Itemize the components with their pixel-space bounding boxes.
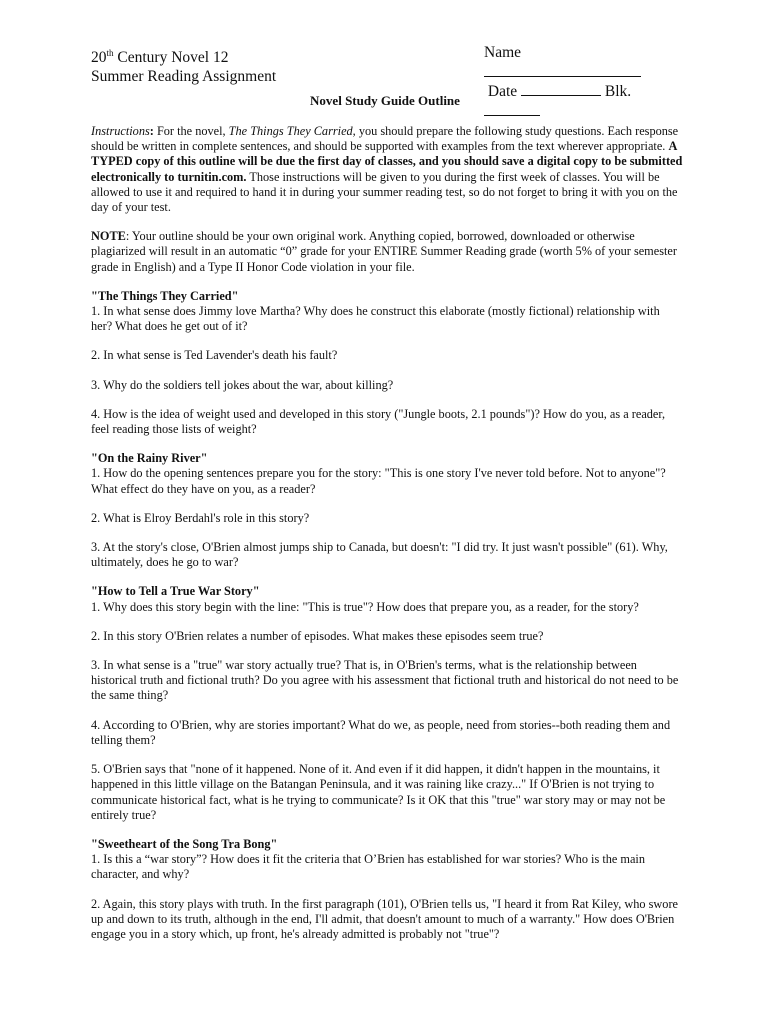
header-student-info	[484, 44, 679, 121]
question: 1. In what sense does Jimmy love Martha? Why does he construct this elaborate (mostly fictional) relationship with her? What does he get out of it?	[91, 304, 660, 334]
note-paragraph	[91, 229, 683, 275]
question: 2. What is Elroy Berdahl's role in this story?	[91, 510, 310, 525]
question: 3. Why do the soldiers tell jokes about the war, about killing?	[91, 377, 394, 392]
name-blank[interactable]	[484, 63, 641, 77]
instructions-text-2: you should prepare the following study questions. Each response should be written in complete sentences, and should be supported with examples from the text wherever appropriate.	[91, 124, 679, 154]
instructions-colon: :	[149, 124, 154, 138]
section	[91, 837, 683, 942]
question: 2. In this story O'Brien relates a number of episodes. What makes these episodes seem true?	[91, 628, 544, 643]
instructions-bold: A TYPED copy of this outline will be due the first day of classes, and you should save a digital copy to be submitted electronically to turnitin.com.	[91, 139, 683, 184]
content	[91, 124, 683, 956]
blk-label: Blk.	[604, 83, 632, 100]
question: 4. According to O'Brien, why are stories important? What do we, as people, need from stories--both reading them and telling them?	[91, 717, 671, 747]
course-number: 20	[91, 49, 107, 67]
header-course-info	[91, 44, 276, 86]
question: 1. How do the opening sentences prepare you for the story: "This is one story I've never told before. Not to anyone"? What effect do they have on you, as a reader?	[91, 466, 666, 496]
question: 2. In what sense is Ted Lavender's death his fault?	[91, 348, 338, 363]
question: 1. Why does this story begin with the line: "This is true"? How does that prepare you, as a reader, for the story?	[91, 599, 639, 614]
instructions-text-3: Those instructions will be given to you during the first week of classes. You will be allowed to use it and required to hand it in during your summer reading test, so do not forget to bring it with you on the day of your test.	[91, 169, 678, 215]
page-title: Novel Study Guide Outline	[310, 93, 460, 108]
instructions-paragraph	[91, 124, 683, 215]
instructions-label: Instructions	[91, 124, 150, 138]
course-sup: th	[106, 48, 114, 58]
question: 2. Again, this story plays with truth. In the first paragraph (101), O'Brien tells us, "I heard it from Rat Kiley, who swore up and down to its truth, although in the end, I'll admit, that doesn't amount to much of a warranty." How does O'Brien engage you in a story which, up front, he's already admitted is probably not "true"?	[91, 896, 679, 941]
question: 1. Is this a “war story”? How does it fit the criteria that O’Brien has established for war stories? Who is the main character, and why?	[91, 852, 646, 882]
section	[91, 289, 683, 437]
question: 3. In what sense is a "true" war story actually true? That is, in O'Brien's terms, what is the relationship between historical truth and fictional truth? Do you agree with his assessment that fictional truth and historical do not need to be the same thing?	[91, 658, 679, 703]
section-title: "Sweetheart of the Song Tra Bong"	[91, 836, 278, 851]
name-label: Name	[484, 44, 522, 61]
novel-title: The Things They Carried,	[228, 124, 356, 138]
course-title	[91, 44, 276, 68]
question: 3. At the story's close, O'Brien almost jumps ship to Canada, but doesn't: "I did try. It just wasn't possible" (61). Why, ultimately, does he go to war?	[91, 540, 668, 570]
instructions-text-1: For the novel,	[153, 124, 229, 138]
section	[91, 584, 683, 822]
section-title: "The Things They Carried"	[91, 288, 239, 303]
assignment-title: Summer Reading Assignment	[91, 67, 277, 85]
section	[91, 451, 683, 570]
section-title: "On the Rainy River"	[91, 451, 208, 466]
question: 4. How is the idea of weight used and developed in this story ("Jungle boots, 2.1 pounds")? How do you, as a reader, feel reading those lists of weight?	[91, 406, 666, 437]
section-title: "How to Tell a True War Story"	[91, 584, 260, 599]
note-text: : Your outline should be your own original work. Anything copied, borrowed, downloaded or otherwise plagiarized will result in an automatic “0” grade for your ENTIRE Summer Reading grade (worth 5% of your semester grade in English) and a Type II Honor Code violation in your file.	[91, 229, 677, 274]
date-label: Date	[487, 83, 518, 100]
course-name: Century Novel 12	[113, 49, 229, 67]
name-row	[484, 44, 679, 82]
note-label: NOTE	[91, 229, 126, 244]
header	[91, 44, 679, 100]
question: 5. O'Brien says that "none of it happened. None of it. And even if it did happen, it didn't happen in the mountains, it happened in this little village on the Batangan Peninsula, and it was raining like crazy..." If O'Brien is not trying to communicate historical fact, what is he trying to communicate? Is it OK that this "true" war story may or may not be entirely true?	[91, 762, 666, 822]
